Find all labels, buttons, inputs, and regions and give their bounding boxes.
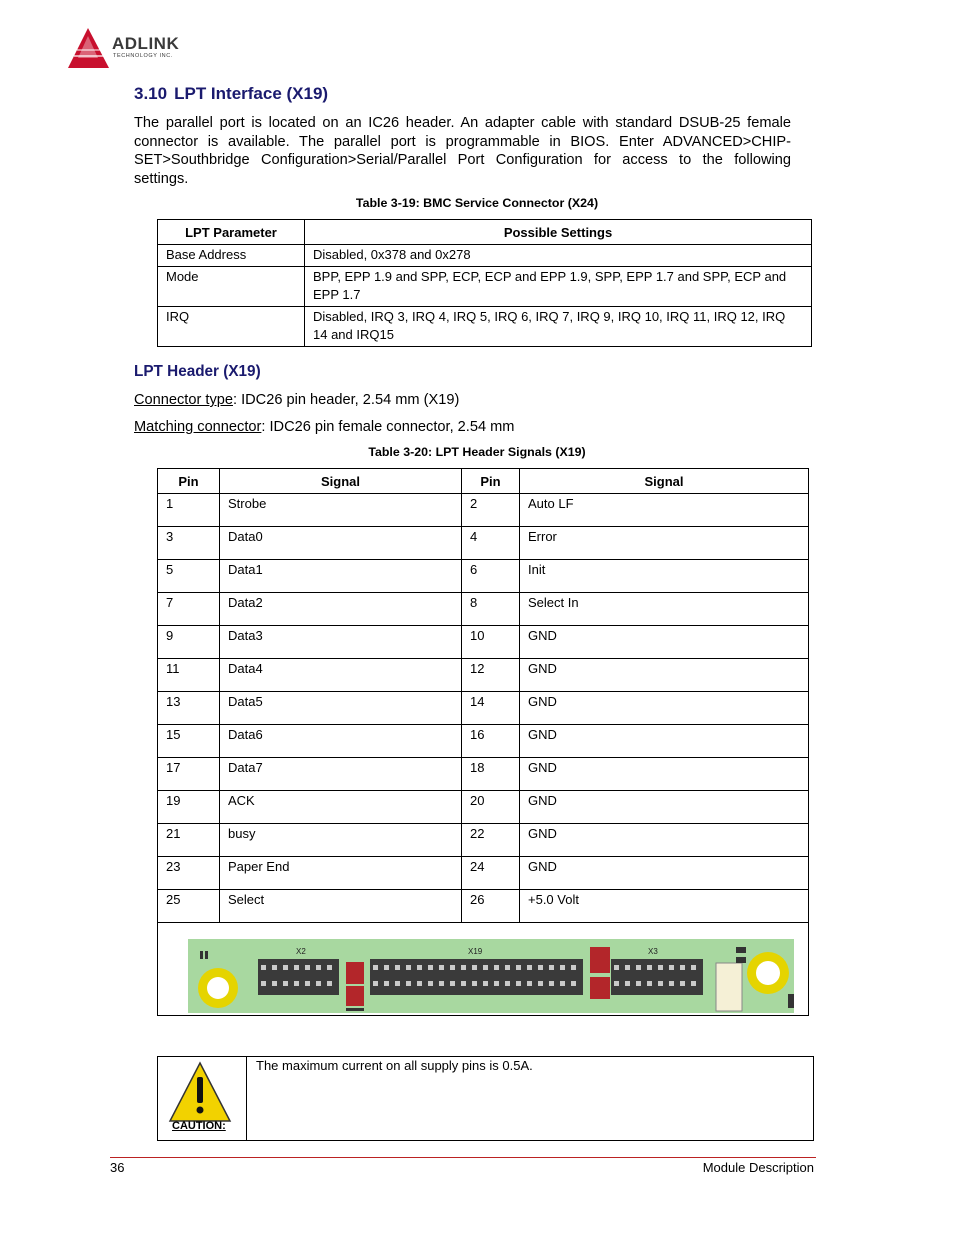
table-cell: Data3 [220,626,462,659]
caution-icon-cell [158,1057,247,1140]
connector-type-label: Connector type [134,392,233,408]
table-cell: 16 [462,725,520,758]
table-cell: 5 [158,560,220,593]
table-row [158,659,809,692]
table-cell: ACK [220,791,462,824]
table-row [158,857,809,890]
table-cell: Data5 [220,692,462,725]
caution-box [157,1056,814,1141]
board-label-x19: X19 [468,947,483,956]
adlink-logo [68,26,208,70]
table-cell: Data2 [220,593,462,626]
table-cell: 22 [462,824,520,857]
table-cell: Data4 [220,659,462,692]
table-cell: 6 [462,560,520,593]
table-row [158,267,812,307]
table-cell: Mode [158,267,305,307]
intro-paragraph: The parallel port is located on an IC26 header. An adapter cable with standard DSUB-25 female connector is available. The parallel port is programmable in BIOS. Enter ADVANCED>CHIP-SET>Southbridge Configuration>Serial/Parallel Port Configuration for access to the following settings. [134,115,791,188]
table-row [158,527,809,560]
connector-type-line [134,392,459,408]
table-cell: Select In [520,593,809,626]
board-image-cell [158,923,809,1016]
table-cell: 24 [462,857,520,890]
table1-caption: Table 3-19: BMC Service Connector (X24) [355,196,599,210]
table-cell: 19 [158,791,220,824]
table-cell: GND [520,725,809,758]
brand-name: ADLINK [112,34,180,53]
table-cell: GND [520,824,809,857]
table-cell: Disabled, IRQ 3, IRQ 4, IRQ 5, IRQ 6, IRQ 7, IRQ 9, IRQ 10, IRQ 11, IRQ 12, IRQ 14 and IRQ15 [305,307,812,347]
table-cell: Disabled, 0x378 and 0x278 [305,245,812,267]
board-label-x3: X3 [648,947,658,956]
table-row [158,626,809,659]
table-cell: Strobe [220,494,462,527]
table-cell: 10 [462,626,520,659]
table-row [158,307,812,347]
table-row [158,791,809,824]
table-row [158,824,809,857]
table2-header-pin-b: Pin [462,469,520,494]
table-cell: Auto LF [520,494,809,527]
table-cell: 11 [158,659,220,692]
pin-rows [158,494,809,923]
table2-header-signal-b: Signal [520,469,809,494]
lpt-header-heading: LPT Header (X19) [134,363,261,380]
table-cell: Data6 [220,725,462,758]
table-cell: 12 [462,659,520,692]
table-cell: 18 [462,758,520,791]
table-cell: Base Address [158,245,305,267]
table-cell: 21 [158,824,220,857]
adlink-triangle-icon [68,26,110,70]
table-cell: Select [220,890,462,923]
section-number: 3.10 [134,84,168,103]
table-cell: Data0 [220,527,462,560]
table-cell: GND [520,659,809,692]
table-cell: BPP, EPP 1.9 and SPP, ECP, ECP and EPP 1.9, SPP, EPP 1.7 and SPP, ECP and EPP 1.7 [305,267,812,307]
table-cell: GND [520,692,809,725]
section-heading [134,84,328,104]
matching-connector-value: : IDC26 pin female connector, 2.54 mm [261,419,515,435]
table-cell: 15 [158,725,220,758]
chapter-title: Module Description [702,1160,814,1175]
table-cell: GND [520,857,809,890]
table-row [158,593,809,626]
caution-text: The maximum current on all supply pins is 0.5A. [256,1058,533,1073]
table-cell: Error [520,527,809,560]
board-label-x2: X2 [296,947,306,956]
table-cell: 8 [462,593,520,626]
table-cell: IRQ [158,307,305,347]
table-cell: 7 [158,593,220,626]
table-cell: Paper End [220,857,462,890]
table-cell: Data1 [220,560,462,593]
table-cell: 25 [158,890,220,923]
board-illustration [188,939,794,1013]
table-row [158,245,812,267]
table-cell: 1 [158,494,220,527]
board-image-row [158,923,809,1016]
table-cell: 23 [158,857,220,890]
table-cell: GND [520,758,809,791]
table-cell: 17 [158,758,220,791]
connector-type-value: : IDC26 pin header, 2.54 mm (X19) [232,392,460,408]
table1-header-settings: Possible Settings [305,220,812,245]
table-cell: 26 [462,890,520,923]
table-row [158,494,809,527]
board-diagram [188,939,794,1013]
table-cell: Init [520,560,809,593]
table-cell: 3 [158,527,220,560]
table-cell: GND [520,626,809,659]
table-row [158,890,809,923]
matching-connector-label: Matching connector [134,419,262,435]
lpt-parameter-table [157,219,812,347]
table-row [158,560,809,593]
table-cell: +5.0 Volt [520,890,809,923]
caution-icon-label: CAUTION: [172,1120,226,1132]
matching-connector-line [134,419,514,435]
table-cell: busy [220,824,462,857]
table2-caption: Table 3-20: LPT Header Signals (X19) [368,445,586,459]
footer-rule [110,1157,816,1158]
table-row [158,692,809,725]
section-title: LPT Interface (X19) [174,84,329,103]
brand-subtitle: TECHNOLOGY INC. [113,53,173,59]
table-cell: 14 [462,692,520,725]
table-cell: 4 [462,527,520,560]
table-row [158,725,809,758]
table1-header-parameter: LPT Parameter [158,220,305,245]
table-cell: 20 [462,791,520,824]
table-row [158,758,809,791]
table-cell: GND [520,791,809,824]
table-cell: 9 [158,626,220,659]
table-cell: 13 [158,692,220,725]
lpt-signals-table [157,468,809,1016]
table2-header-pin-a: Pin [158,469,220,494]
table2-header-signal-a: Signal [220,469,462,494]
table-cell: Data7 [220,758,462,791]
table-cell: 2 [462,494,520,527]
page-number: 36 [110,1160,125,1175]
